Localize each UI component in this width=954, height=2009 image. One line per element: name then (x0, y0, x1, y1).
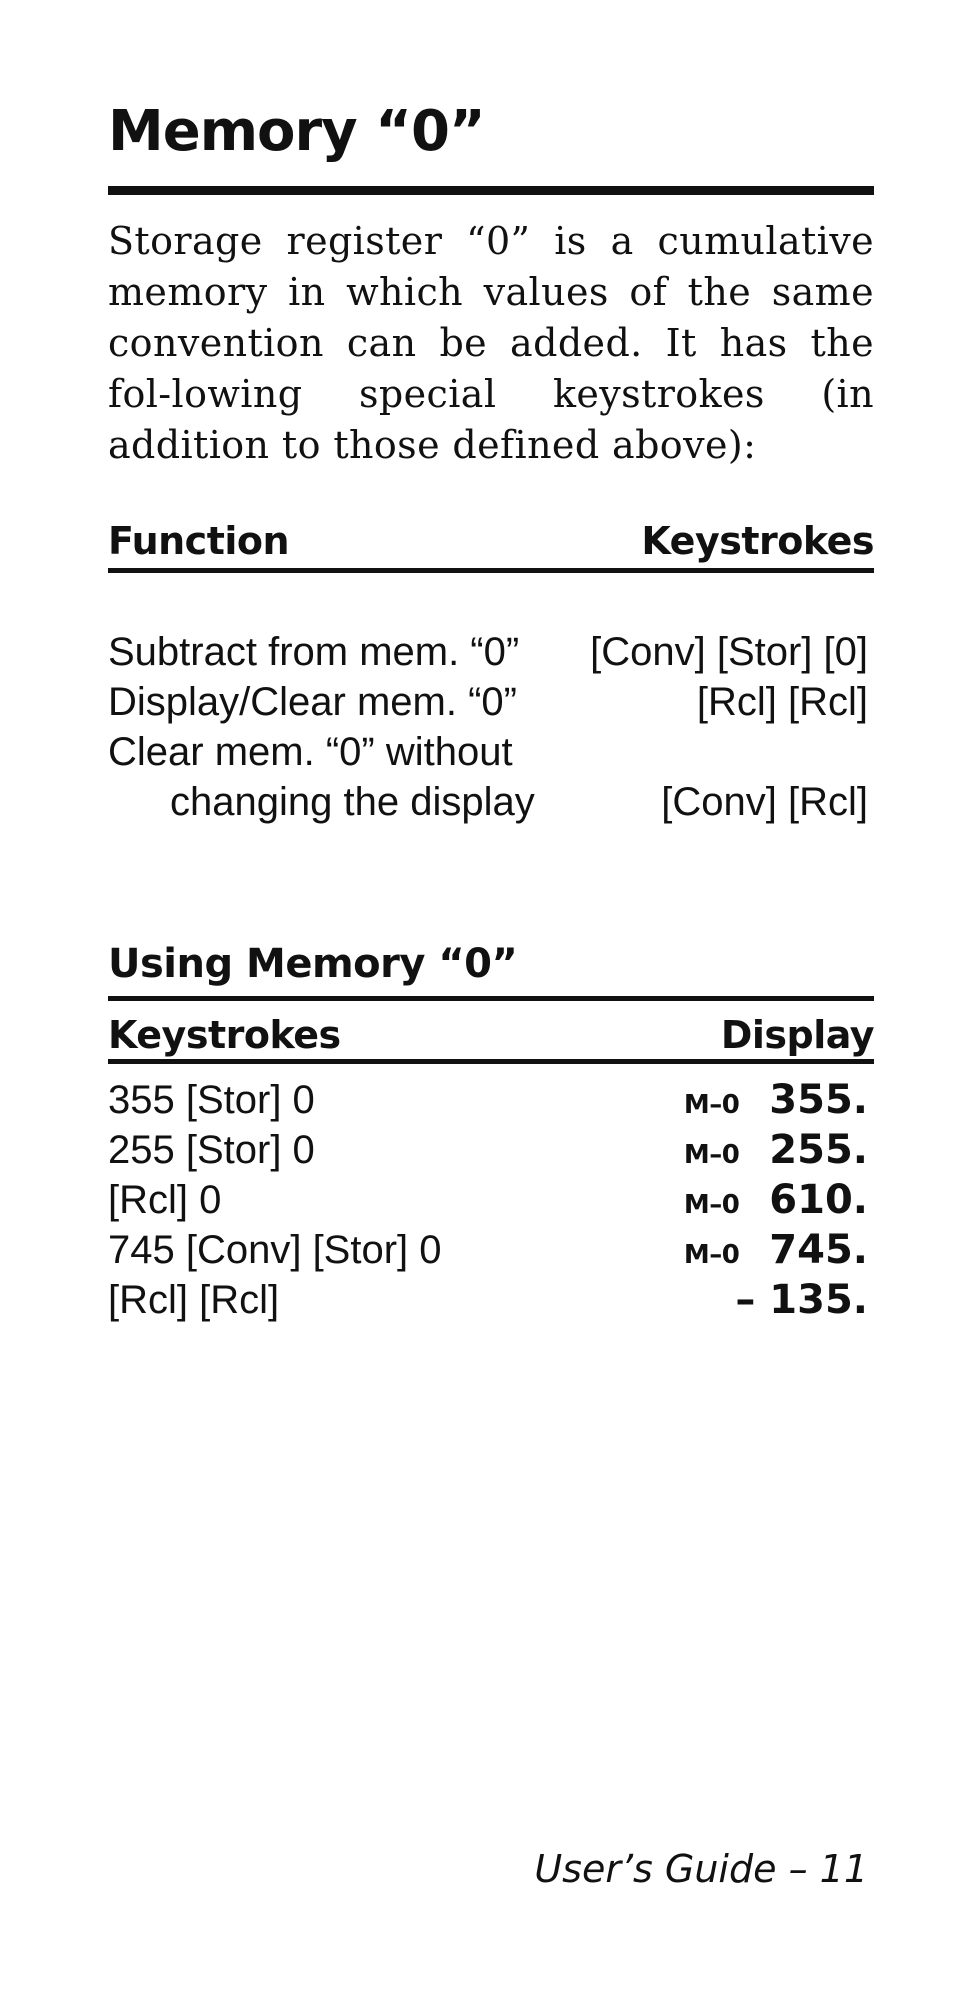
example-row (108, 1227, 874, 1273)
display-readout (683, 1177, 874, 1223)
function-table-rule (108, 568, 874, 573)
example-row (108, 1127, 874, 1173)
example-keystrokes: 745 [Conv] [Stor] 0 (108, 1228, 442, 1272)
manual-page (108, 0, 874, 2009)
display-readout (683, 1227, 874, 1273)
display-value: 255. (769, 1127, 868, 1173)
function-table-header (108, 519, 874, 563)
function-name: Clear mem. “0” without (108, 730, 513, 774)
example-keystrokes: 355 [Stor] 0 (108, 1078, 315, 1122)
example-row (108, 1177, 874, 1223)
example-table-header (108, 1013, 874, 1057)
display-readout (705, 1277, 874, 1323)
display-value: 355. (769, 1077, 868, 1123)
page-title: Memory “0” (108, 99, 485, 164)
memory-flag: M–0 (683, 1240, 740, 1270)
example-keystrokes: [Rcl] 0 (108, 1178, 222, 1222)
function-row (108, 732, 874, 772)
display-value: – 135. (735, 1277, 868, 1323)
function-keystrokes: [Conv] [Stor] [0] (590, 630, 868, 674)
function-name: Subtract from mem. “0” (108, 630, 520, 674)
function-row (108, 632, 874, 672)
example-keystrokes-header: Keystrokes (108, 1013, 341, 1057)
example-heading-rule (108, 996, 874, 1001)
function-name: changing the display (170, 780, 535, 824)
memory-flag: M–0 (683, 1190, 740, 1220)
function-row (108, 782, 874, 822)
example-keystrokes: [Rcl] [Rcl] (108, 1278, 280, 1322)
intro-paragraph: Storage register “0” is a cumulative memory in which values of the same convention can be added. It has the fol-lowing special keystrokes (in addition to those defined above): (108, 219, 874, 467)
page-footer: User’s Guide – 11 (534, 1847, 868, 1891)
example-table-rule (108, 1059, 874, 1064)
display-value: 745. (769, 1227, 868, 1273)
function-column-header: Function (108, 519, 290, 563)
example-row (108, 1277, 874, 1323)
display-readout (683, 1127, 874, 1173)
example-row (108, 1077, 874, 1123)
title-rule (108, 186, 874, 195)
function-keystrokes: [Rcl] [Rcl] (696, 680, 868, 724)
display-readout (683, 1077, 874, 1123)
memory-flag: M–0 (683, 1140, 740, 1170)
keystrokes-column-header: Keystrokes (641, 519, 874, 563)
function-keystrokes: [Conv] [Rcl] (661, 780, 868, 824)
memory-flag: M–0 (683, 1090, 740, 1120)
function-row (108, 682, 874, 722)
example-keystrokes: 255 [Stor] 0 (108, 1128, 315, 1172)
example-display-header: Display (720, 1013, 874, 1057)
function-name: Display/Clear mem. “0” (108, 680, 517, 724)
display-value: 610. (769, 1177, 868, 1223)
example-heading: Using Memory “0” (108, 941, 518, 987)
